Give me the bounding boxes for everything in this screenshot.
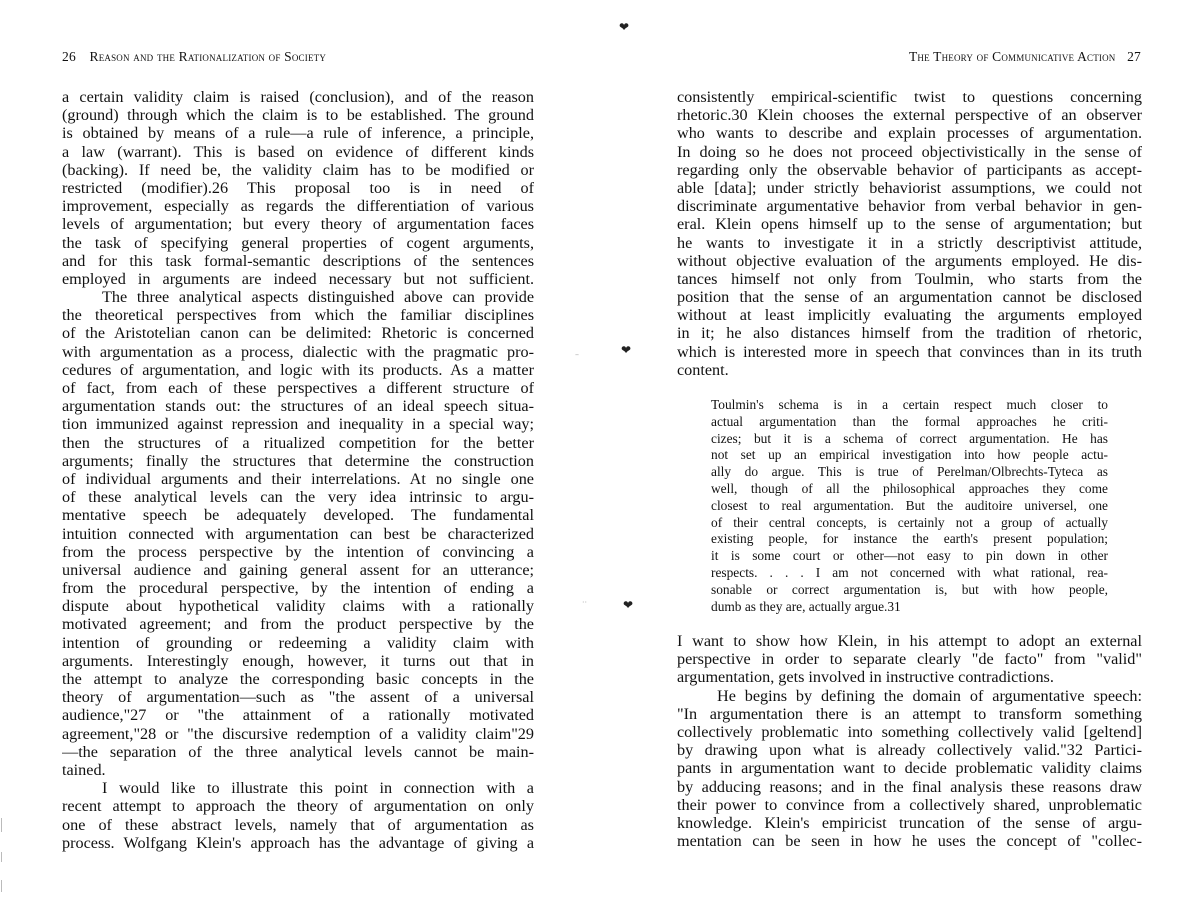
gutter-mark: ❤ bbox=[623, 598, 634, 612]
text-line: I would like to illustrate this point in connection with a bbox=[102, 779, 534, 798]
text-line: In doing so he does not proceed objectivistically in the sense of bbox=[677, 142, 1142, 161]
scan-edge-mark bbox=[1, 880, 2, 892]
right-header-title: The Theory of Communicative Action bbox=[908, 49, 1116, 64]
text-line: pants in argumentation want to decide problematic validity claims bbox=[677, 759, 1142, 778]
left-running-header bbox=[62, 49, 326, 65]
text-line: without objective evaluation of the arguments employed. He dis- bbox=[677, 251, 1142, 270]
text-line: intuition connected with argumentation can best be characterized bbox=[62, 524, 534, 543]
quote-line: cizes; but it is a schema of correct argumentation. He has bbox=[711, 430, 1108, 446]
text-line: he wants to investigate it in a strictly descriptivist attitude, bbox=[677, 233, 1142, 252]
text-line: is obtained by means of a rule—a rule of inference, a principle, bbox=[62, 124, 534, 143]
text-line: employed in arguments are indeed necessary but not sufficient. bbox=[62, 269, 534, 288]
text-line: a certain validity claim is raised (conclusion), and of the reason bbox=[62, 88, 534, 106]
text-line: which is interested more in speech that convinces than in its truth bbox=[677, 342, 1142, 361]
quote-line: Toulmin's schema is in a certain respect much closer to bbox=[711, 397, 1108, 412]
text-line: in it; he also distances himself from the tradition of rhetoric, bbox=[677, 324, 1142, 343]
text-line: (backing). If need be, the validity claim has to be modified or bbox=[62, 160, 534, 179]
text-line: of these analytical levels can the very idea intrinsic to argu- bbox=[62, 488, 534, 507]
gutter-mark: ❤ bbox=[621, 343, 632, 357]
text-line: cedures of argumentation, and logic with its products. As a matter bbox=[62, 360, 534, 379]
text-line: restricted (modifier).26 This proposal too is in need of bbox=[62, 178, 534, 197]
text-line: arguments; finally the structures that determine the construction bbox=[62, 451, 534, 470]
text-line: of fact, from each of these perspectives a different structure of bbox=[62, 379, 534, 397]
quote-line: respects. . . . I am not concerned with what rational, rea- bbox=[711, 564, 1108, 580]
text-line: the task of specifying general properties of cogent arguments, bbox=[62, 233, 534, 252]
text-line: recent attempt to approach the theory of argumentation on only bbox=[62, 797, 534, 816]
text-line: consistently empirical-scientific twist to questions concerning bbox=[677, 88, 1142, 106]
text-line: argumentation stands out: the structures of an ideal speech situa- bbox=[62, 397, 534, 416]
text-line: "In argumentation there is an attempt to transform something bbox=[677, 704, 1142, 723]
text-line: by adducing reasons; and in the final analysis these reasons draw bbox=[677, 777, 1142, 796]
gutter-mark: – bbox=[575, 350, 579, 359]
text-line: their power to convince from a collectively shared, unproblematic bbox=[677, 795, 1142, 814]
quote-line: it is some court or other—not easy to pin down in other bbox=[711, 548, 1108, 564]
text-line: from the procedural perspective, by the intention of ending a bbox=[62, 579, 534, 598]
text-line: and for this task formal-semantic descriptions of the sentences bbox=[62, 251, 534, 270]
scan-edge-mark bbox=[1, 818, 2, 832]
quote-line: of their central concepts, is certainly not a group of actually bbox=[711, 514, 1108, 530]
scan-edge-mark bbox=[1, 852, 2, 862]
quote-line: sonable or correct argumentation is, but with how people, bbox=[711, 581, 1108, 597]
text-line: perspective in order to separate clearly "de facto" from "valid" bbox=[677, 650, 1142, 669]
quote-line: existing people, for instance the earth's present population; bbox=[711, 531, 1108, 547]
text-line: rhetoric.30 Klein chooses the external perspective of an observer bbox=[677, 106, 1142, 125]
text-line: agreement,"28 or "the discursive redemption of a validity claim"29 bbox=[62, 724, 534, 743]
text-line: without at least implicitly evaluating the arguments employed bbox=[677, 306, 1142, 325]
text-line: (ground) through which the claim is to be established. The ground bbox=[62, 106, 534, 125]
text-line: the attempt to analyze the corresponding basic concepts in the bbox=[62, 670, 534, 688]
text-line: motivated agreement; and from the product perspective by the bbox=[62, 615, 534, 634]
right-page-body bbox=[677, 88, 1142, 379]
text-line: arguments. Interestingly enough, however, it turns out that in bbox=[62, 651, 534, 670]
quote-line: not set up an empirical investigation into how people actu- bbox=[711, 447, 1108, 463]
text-line: I want to show how Klein, in his attempt to adopt an external bbox=[677, 632, 1142, 650]
text-line: tion immunized against repression and inequality in a special way; bbox=[62, 415, 534, 434]
text-line: content. bbox=[677, 360, 729, 379]
quote-line: dumb as they are, actually argue.31 bbox=[711, 598, 901, 614]
gutter-mark: ·· bbox=[582, 598, 588, 607]
text-line: process. Wolfgang Klein's approach has the advantage of giving a bbox=[62, 833, 534, 852]
text-line: eral. Klein opens himself up to the sense of argumentation; but bbox=[677, 215, 1142, 234]
text-line: argumentation, gets involved in instructive contradictions. bbox=[677, 668, 1054, 687]
quote-line: ally do argue. This is true of Perelman/Olbrechts-Tyteca as bbox=[711, 464, 1108, 480]
quote-line: well, though of all the philosophical approaches they come bbox=[711, 480, 1108, 496]
text-line: mentation can be seen in how he uses the concept of "collec- bbox=[677, 832, 1142, 851]
right-page-number: 27 bbox=[1127, 49, 1141, 64]
text-line: mentative speech be adequately developed. The fundamental bbox=[62, 506, 534, 525]
text-line: from the process perspective by the intention of convincing a bbox=[62, 542, 534, 561]
gutter-mark: ❤ bbox=[619, 20, 630, 34]
text-line: —the separation of the three analytical levels cannot be main- bbox=[62, 742, 534, 761]
text-line: with argumentation as a process, dialectic with the pragmatic pro- bbox=[62, 342, 534, 361]
left-header-title: Reason and the Rationalization of Society bbox=[89, 49, 327, 64]
text-line: able [data]; under strictly behaviorist assumptions, we could not bbox=[677, 178, 1142, 197]
text-line: who wants to describe and explain processes of argumentation. bbox=[677, 124, 1142, 143]
text-line: dispute about hypothetical validity claims with a rationally bbox=[62, 597, 534, 616]
text-line: position that the sense of an argumentation cannot be disclosed bbox=[677, 288, 1142, 307]
text-line: a law (warrant). This is based on evidence of different kinds bbox=[62, 142, 534, 161]
text-line: The three analytical aspects distinguished above can provide bbox=[102, 288, 534, 307]
right-running-header bbox=[909, 49, 1141, 65]
text-line: tained. bbox=[62, 760, 106, 779]
right-page-body-continued bbox=[677, 632, 1142, 850]
text-line: intention of grounding or redeeming a validity claim with bbox=[62, 633, 534, 652]
text-line: universal audience and gaining general assent for an utterance; bbox=[62, 560, 534, 579]
text-line: of individual arguments and their interrelations. At no single one bbox=[62, 469, 534, 488]
text-line: levels of argumentation; but every theory of argumentation faces bbox=[62, 215, 534, 234]
text-line: regarding only the observable behavior of participants as accept- bbox=[677, 160, 1142, 179]
left-page-body bbox=[62, 88, 534, 852]
text-line: then the structures of a ritualized competition for the better bbox=[62, 433, 534, 452]
text-line: by drawing upon what is already collectively valid."32 Partici- bbox=[677, 741, 1142, 760]
text-line: the theoretical perspectives from which the familiar disciplines bbox=[62, 306, 534, 325]
left-page-number: 26 bbox=[62, 49, 76, 64]
text-line: one of these abstract levels, namely that of argumentation as bbox=[62, 815, 534, 834]
text-line: audience,"27 or "the attainment of a rationally motivated bbox=[62, 706, 534, 725]
text-line: improvement, especially as regards the differentiation of various bbox=[62, 197, 534, 216]
block-quote bbox=[711, 397, 1108, 615]
text-line: collectively problematic into something collectively valid [geltend] bbox=[677, 722, 1142, 741]
text-line: tances himself not only from Toulmin, who starts from the bbox=[677, 269, 1142, 288]
quote-line: closest to real argumentation. But the auditoire universel, one bbox=[711, 497, 1108, 513]
quote-line: actual argumentation than the formal approaches he criti- bbox=[711, 413, 1108, 429]
text-line: theory of argumentation—such as "the assent of a universal bbox=[62, 688, 534, 707]
text-line: He begins by defining the domain of argumentative speech: bbox=[717, 686, 1142, 705]
text-line: discriminate argumentative behavior from verbal behavior in gen- bbox=[677, 197, 1142, 216]
text-line: of the Aristotelian canon can be delimited: Rhetoric is concerned bbox=[62, 324, 534, 343]
text-line: knowledge. Klein's empiricist truncation of the sense of argu- bbox=[677, 813, 1142, 832]
